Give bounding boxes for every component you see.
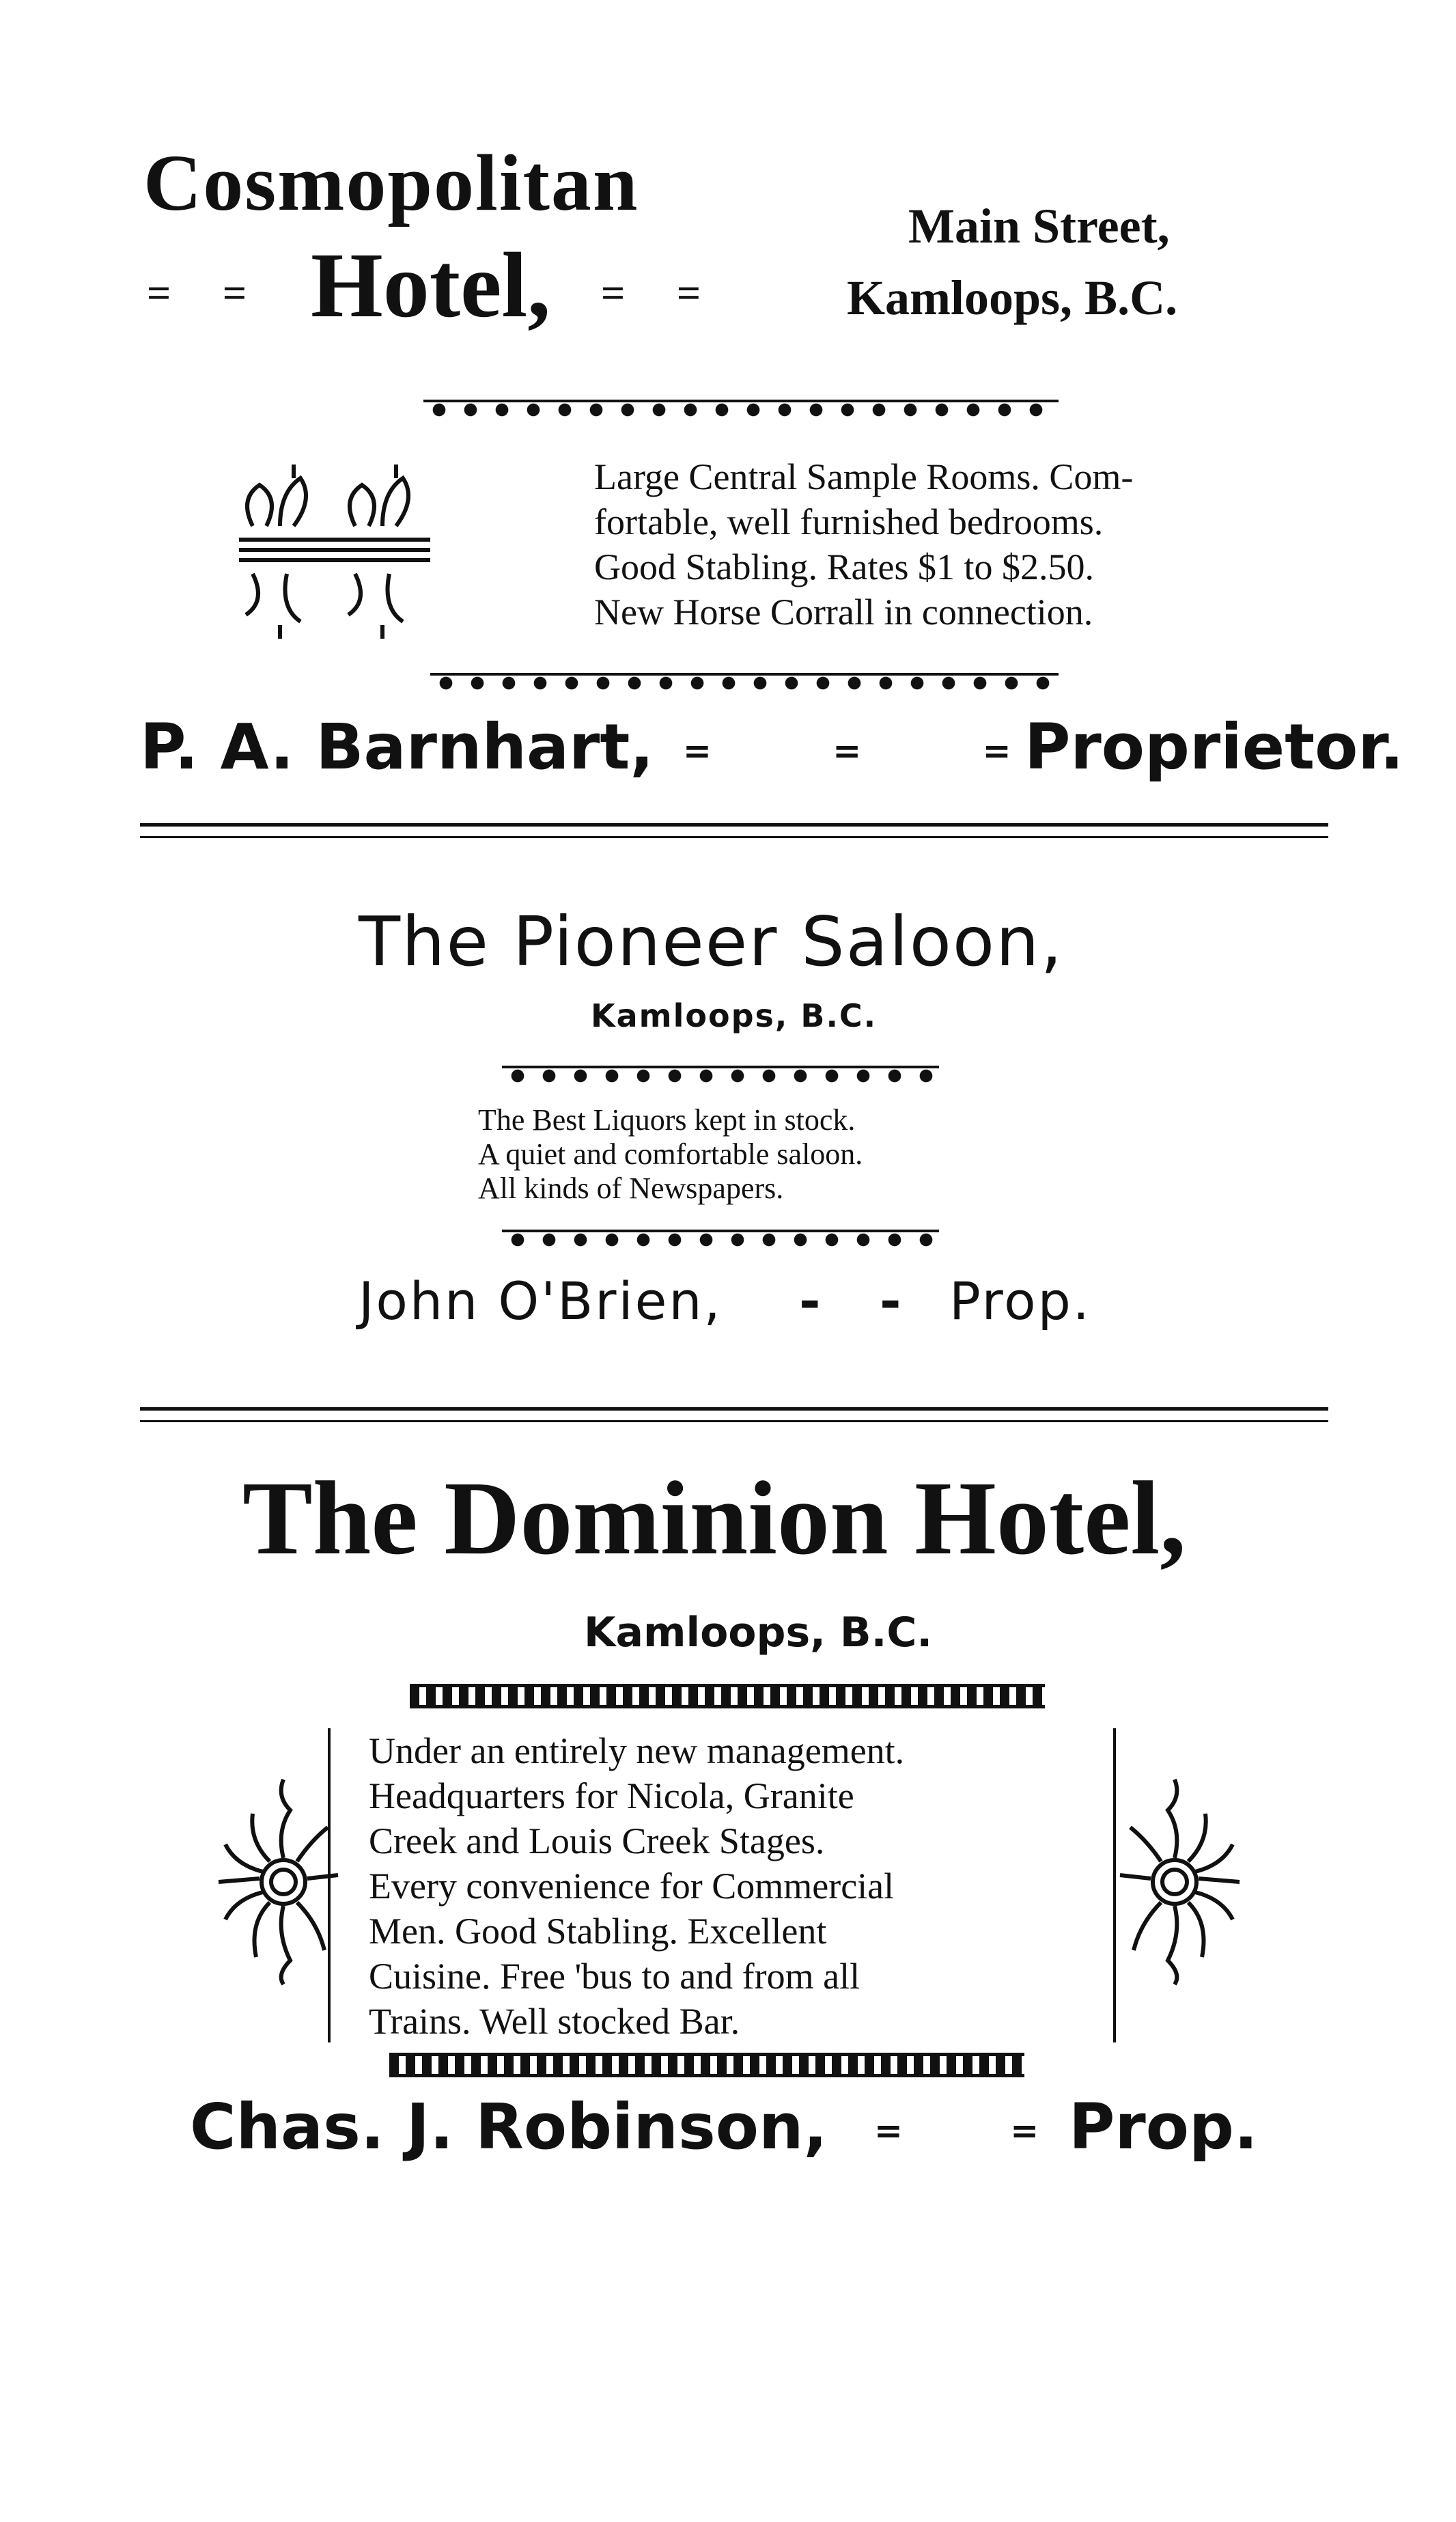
dominion-description-line: Trains. Well stocked Bar. <box>369 2001 740 2042</box>
cosmopolitan-name-line2: Hotel, <box>311 234 551 337</box>
pioneer-bottom-ornament <box>502 1230 939 1247</box>
dominion-description <box>369 1728 1086 2044</box>
dominion-description-line: Headquarters for Nicola, Granite <box>369 1775 854 1816</box>
sunburst-ornament-icon <box>1113 1776 1250 1988</box>
dominion-proprietor-dashes: = = <box>874 2111 1087 2150</box>
cosmopolitan-proprietor-dashes: = = = <box>683 731 1066 771</box>
cosmopolitan-description-line: Large Central Sample Rooms. Com- <box>594 456 1134 497</box>
cosmopolitan-address-city: Kamloops, B.C. <box>847 271 1178 325</box>
dominion-proprietor-name: Chas. J. Robinson, <box>190 2090 828 2163</box>
section-divider <box>140 1407 1328 1422</box>
dominion-proprietor-title: Prop. <box>1069 2090 1258 2163</box>
dominion-description-line: Men. Good Stabling. Excellent <box>369 1911 827 1952</box>
pioneer-description <box>478 1103 1024 1206</box>
fleuron-ornament-icon <box>225 451 444 642</box>
section-divider <box>140 823 1328 838</box>
pioneer-description-line: A quiet and comfortable saloon. <box>478 1137 863 1171</box>
cosmopolitan-dash-right: = = <box>601 271 722 317</box>
cosmopolitan-description-line: Good Stabling. Rates $1 to $2.50. <box>594 546 1094 587</box>
pioneer-location: Kamloops, B.C. <box>591 997 878 1034</box>
cosmopolitan-address-street: Main Street, <box>908 199 1170 253</box>
cosmopolitan-proprietor-name: P. A. Barnhart, <box>140 710 654 784</box>
cosmopolitan-description <box>594 454 1332 635</box>
cosmopolitan-description-line: New Horse Corrall in connection. <box>594 592 1093 633</box>
pioneer-description-line: The Best Liquors kept in stock. <box>478 1103 856 1137</box>
pioneer-proprietor-title: Prop. <box>949 1271 1091 1331</box>
dominion-location: Kamloops, B.C. <box>584 1609 933 1657</box>
pioneer-proprietor-name: John O'Brien, <box>359 1271 723 1331</box>
cosmopolitan-proprietor-title: Proprietor. <box>1024 710 1404 784</box>
dominion-top-ornament <box>410 1684 1045 1708</box>
dominion-name: The Dominion Hotel, <box>242 1460 1186 1577</box>
cosmopolitan-bottom-ornament <box>430 673 1059 691</box>
pioneer-name: The Pioneer Saloon, <box>359 902 1064 982</box>
dominion-description-line: Every convenience for Commercial <box>369 1866 895 1907</box>
pioneer-proprietor-dashes: - - <box>799 1271 922 1331</box>
cosmopolitan-dash-left: = = <box>147 271 268 317</box>
pioneer-description-line: All kinds of Newspapers. <box>478 1172 784 1205</box>
sunburst-ornament-icon <box>208 1776 345 1988</box>
cosmopolitan-name-line1: Cosmopolitan <box>143 138 639 227</box>
dominion-description-line: Under an entirely new management. <box>369 1730 905 1771</box>
pioneer-top-ornament <box>502 1066 939 1083</box>
dominion-description-line: Cuisine. Free 'bus to and from all <box>369 1956 860 1997</box>
cosmopolitan-description-line: fortable, well furnished bedrooms. <box>594 501 1104 542</box>
dominion-left-border <box>328 1728 331 2042</box>
dominion-description-line: Creek and Louis Creek Stages. <box>369 1820 825 1861</box>
dominion-bottom-ornament <box>389 2053 1024 2077</box>
cosmopolitan-top-ornament <box>423 400 1059 417</box>
